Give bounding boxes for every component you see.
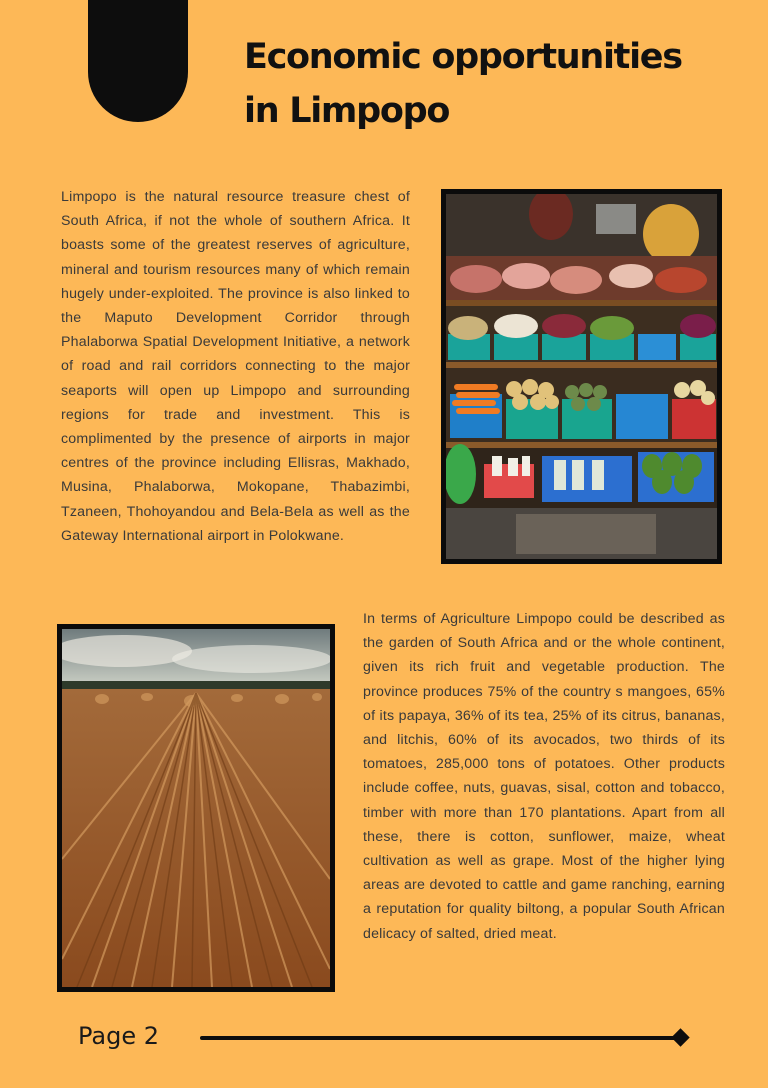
footer-divider-line [200,1036,678,1040]
agriculture-paragraph: In terms of Agriculture Limpopo could be described as the garden of South Africa and or the whole continent, given its rich fruit and vegetable production. The province produces 75% of the country s mangoes, 65% of its papaya, 36% of its tea, 25% of its citrus, bananas, and litchis, 60% of its avocados, two thirds of its tomatoes, 285,000 tons of potatoes. Other products include coffee, nuts, guavas, sisal, cotton and tobacco, timber with more than 170 plantations. Apart from all these, there is cotton, sunflower, maize, wheat cultivation as well as grape. Most of the higher lying areas are devoted to cattle and game ranching, earning a reputation for quality biltong, a popular South African delicacy of salted, dried meat. [363,611,725,942]
decorative-tab-shape [88,0,188,122]
market-stall-image [446,194,717,559]
diamond-icon [671,1028,689,1046]
intro-paragraph: Limpopo is the natural resource treasure chest of South Africa, if not the whole of southern Africa. It boasts some of the greatest reserves of agriculture, mineral and tourism resources many of which remain hugely under-exploited. The province is also linked to the Maputo Development Corridor through Phalaborwa Spatial Development Initiative, a network of road and rail corridors connecting to the major seaports will open up Limpopo and surrounding regions for trade and investment. This is complimented by the presence of airports in major centres of the province including Ellisras, Makhado, Musina, Phalaborwa, Mokopane, Thabazimbi, Tzaneen, Thohoyandou and Bela-Bela as well as the Gateway International airport in Polokwane. [61,189,410,544]
field-image [62,629,330,987]
page-title [244,30,724,138]
page-number: Page 2 [78,1022,159,1050]
title-line-1: Economic opportunities [244,37,682,77]
harvested-field-photo [57,624,335,992]
market-stall-photo [441,189,722,564]
title-line-2: in Limpopo [244,91,450,131]
